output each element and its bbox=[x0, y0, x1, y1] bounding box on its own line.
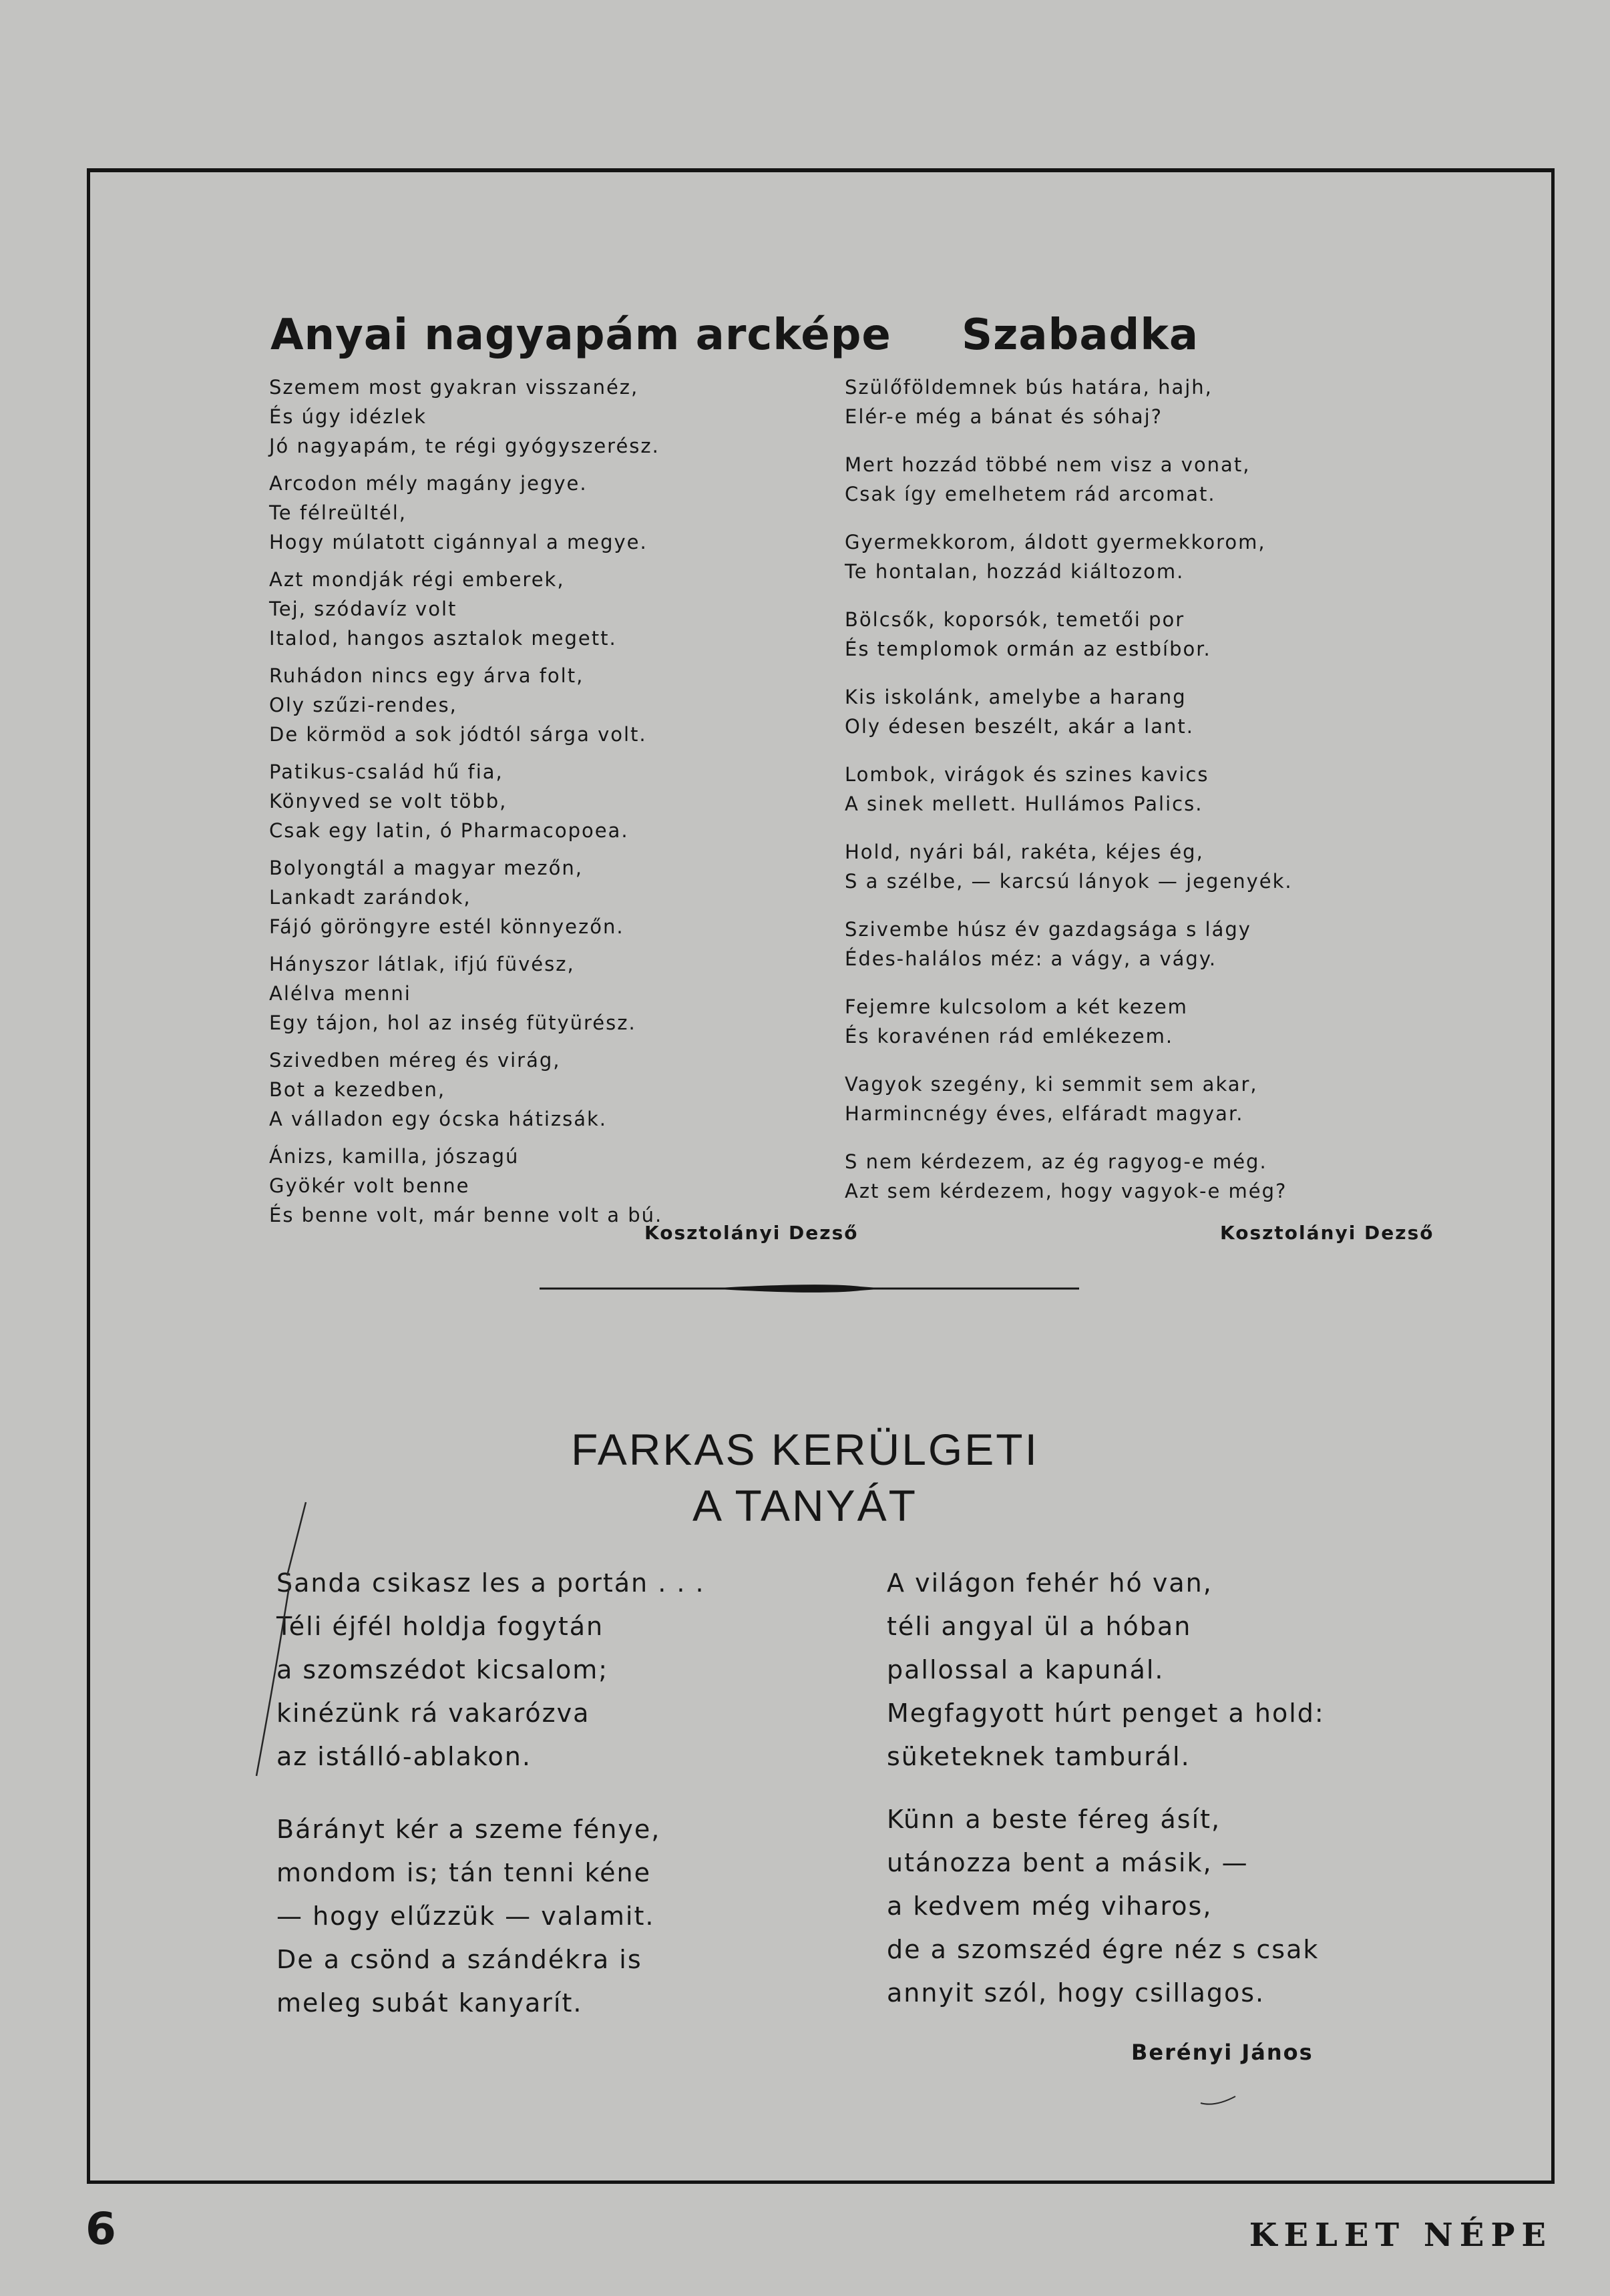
verse-line: az istálló-ablakon. bbox=[276, 1742, 532, 1771]
verse-line: pallossal a kapunál. bbox=[887, 1655, 1165, 1684]
verse-line: a szomszédot kicsalom; bbox=[276, 1655, 609, 1684]
pen-scratch-mark bbox=[247, 1496, 314, 1789]
verse-line: És koravénen rád emlékezem. bbox=[845, 1025, 1174, 1048]
verse-line: Bot a kezedben, bbox=[269, 1078, 446, 1101]
poem-bottom-right-stanza-2 bbox=[887, 1798, 1319, 2015]
verse-line: Bolyongtál a magyar mezőn, bbox=[269, 857, 583, 879]
verse-line: Italod, hangos asztalok megett. bbox=[269, 627, 617, 650]
verse-line: És benne volt, már benne volt a bú. bbox=[269, 1204, 663, 1226]
poem-right-stanza-6 bbox=[845, 760, 1209, 819]
poem-left-stanza-4 bbox=[269, 661, 647, 749]
verse-line: Szemem most gyakran visszanéz, bbox=[269, 376, 639, 399]
verse-line: Oly édesen beszélt, akár a lant. bbox=[845, 715, 1194, 738]
verse-line: Megfagyott húrt penget a hold: bbox=[887, 1698, 1325, 1728]
verse-line: Téli éjfél holdja fogytán bbox=[276, 1612, 604, 1641]
verse-line: süketeknek tamburál. bbox=[887, 1742, 1191, 1771]
verse-line: Kis iskolánk, amelybe a harang bbox=[845, 686, 1187, 708]
poem-right-stanza-5 bbox=[845, 682, 1194, 741]
poem-title-farkas-line1: FARKAS KERÜLGETI bbox=[571, 1425, 1039, 1474]
poem-right-stanza-1 bbox=[845, 373, 1213, 431]
verse-line: Lankadt zarándok, bbox=[269, 886, 471, 909]
verse-line: Fájó göröngyre estél könnyezőn. bbox=[269, 915, 624, 938]
verse-line: Ruhádon nincs egy árva folt, bbox=[269, 664, 584, 687]
ornamental-divider bbox=[540, 1279, 1079, 1299]
verse-line: — hogy elűzzük — valamit. bbox=[276, 1901, 655, 1931]
verse-line: Oly szűzi-rendes, bbox=[269, 694, 457, 716]
poem-bottom-left-stanza-1 bbox=[276, 1562, 705, 1779]
poem-bottom-left-stanza-2 bbox=[276, 1808, 660, 2025]
verse-line: Arcodon mély magány jegye. bbox=[269, 472, 588, 495]
verse-line: Hold, nyári bál, rakéta, kéjes ég, bbox=[845, 841, 1204, 863]
poem-left-stanza-8 bbox=[269, 1046, 607, 1134]
poem-right-author: Kosztolányi Dezső bbox=[1220, 1222, 1434, 1244]
verse-line: téli angyal ül a hóban bbox=[887, 1612, 1192, 1641]
verse-line: Harmincnégy éves, elfáradt magyar. bbox=[845, 1102, 1244, 1125]
verse-line: a kedvem még viharos, bbox=[887, 1891, 1213, 1921]
verse-line: Azt mondják régi emberek, bbox=[269, 568, 565, 591]
verse-line: Azt sem kérdezem, hogy vagyok-e még? bbox=[845, 1180, 1287, 1202]
poem-title-szabadka: Szabadka bbox=[962, 310, 1199, 360]
poem-left-stanza-3 bbox=[269, 565, 617, 653]
poem-right-stanza-8 bbox=[845, 915, 1251, 973]
verse-line: de a szomszéd égre néz s csak bbox=[887, 1935, 1320, 1964]
verse-line: Mert hozzád többé nem visz a vonat, bbox=[845, 453, 1251, 476]
verse-line: A világon fehér hó van, bbox=[887, 1568, 1213, 1598]
poem-right-stanza-4 bbox=[845, 605, 1211, 664]
verse-line: Tej, szódavíz volt bbox=[269, 598, 457, 620]
verse-line: mondom is; tán tenni kéne bbox=[276, 1858, 651, 1887]
verse-line: kinézünk rá vakarózva bbox=[276, 1698, 590, 1728]
verse-line: utánozza bent a másik, — bbox=[887, 1848, 1249, 1877]
verse-line: Lombok, virágok és szines kavics bbox=[845, 763, 1209, 786]
poem-left-author: Kosztolányi Dezső bbox=[644, 1222, 859, 1244]
verse-line: Sanda csikasz les a portán . . . bbox=[276, 1568, 705, 1598]
poem-left-stanza-2 bbox=[269, 469, 648, 557]
poem-right-stanza-9 bbox=[845, 992, 1188, 1051]
verse-line: meleg subát kanyarít. bbox=[276, 1988, 583, 2018]
poem-right-stanza-7 bbox=[845, 837, 1293, 896]
poem-title-anyai-nagyapam: Anyai nagyapám arcképe bbox=[270, 310, 891, 360]
verse-line: Gyermekkorom, áldott gyermekkorom, bbox=[845, 531, 1266, 553]
poem-left-stanza-6 bbox=[269, 853, 624, 941]
verse-line: Gyökér volt benne bbox=[269, 1174, 470, 1197]
verse-line: Elér-e még a bánat és sóhaj? bbox=[845, 405, 1163, 428]
verse-line: Künn a beste féreg ásít, bbox=[887, 1805, 1221, 1834]
verse-line: Szivedben méreg és virág, bbox=[269, 1049, 561, 1072]
poem-right-stanza-3 bbox=[845, 527, 1266, 586]
verse-line: Szivembe húsz év gazdagsága s lágy bbox=[845, 918, 1251, 941]
verse-line: Csak egy latin, ó Pharmacopoea. bbox=[269, 819, 629, 842]
verse-line: Alélva menni bbox=[269, 982, 411, 1005]
verse-line: És templomok ormán az estbíbor. bbox=[845, 638, 1211, 660]
verse-line: Bárányt kér a szeme fénye, bbox=[276, 1815, 661, 1844]
verse-line: S nem kérdezem, az ég ragyog-e még. bbox=[845, 1150, 1267, 1173]
verse-line: S a szélbe, — karcsú lányok — jegenyék. bbox=[845, 870, 1293, 893]
poem-left-stanza-9 bbox=[269, 1142, 662, 1230]
poem-right-stanza-10 bbox=[845, 1070, 1258, 1128]
verse-line: Bölcsők, koporsók, temetői por bbox=[845, 608, 1185, 631]
verse-line: Patikus-család hű fia, bbox=[269, 760, 504, 783]
verse-line: De körmöd a sok jódtól sárga volt. bbox=[269, 723, 647, 746]
verse-line: Vagyok szegény, ki semmit sem akar, bbox=[845, 1073, 1258, 1096]
verse-line: Hogy múlatott cigánnyal a megye. bbox=[269, 531, 648, 553]
verse-line: Te félreültél, bbox=[269, 501, 407, 524]
verse-line: Te hontalan, hozzád kiáltozom. bbox=[845, 560, 1185, 583]
magazine-name: KELET NÉPE bbox=[1249, 2217, 1553, 2254]
page-number: 6 bbox=[85, 2203, 116, 2255]
poem-left-stanza-1 bbox=[269, 373, 660, 461]
poem-left-stanza-7 bbox=[269, 949, 636, 1038]
verse-line: Szülőföldemnek bús határa, hajh, bbox=[845, 376, 1213, 399]
verse-line: De a csönd a szándékra is bbox=[276, 1945, 642, 1974]
verse-line: Hányszor látlak, ifjú füvész, bbox=[269, 953, 575, 975]
verse-line: A sinek mellett. Hullámos Palics. bbox=[845, 792, 1203, 815]
verse-line: Könyved se volt több, bbox=[269, 790, 508, 813]
poem-left-stanza-5 bbox=[269, 757, 629, 845]
verse-line: Egy tájon, hol az inség fütyürész. bbox=[269, 1011, 636, 1034]
poem-bottom-author: Berényi János bbox=[1131, 2040, 1314, 2065]
poem-title-farkas-line2: A TANYÁT bbox=[692, 1481, 918, 1530]
verse-line: A válladon egy ócska hátizsák. bbox=[269, 1108, 608, 1130]
pen-scratch-mark bbox=[1195, 2082, 1242, 2108]
verse-line: Édes-halálos méz: a vágy, a vágy. bbox=[845, 947, 1217, 970]
poem-right-stanza-2 bbox=[845, 450, 1250, 509]
verse-line: És úgy idézlek bbox=[269, 405, 427, 428]
verse-line: Ánizs, kamilla, jószagú bbox=[269, 1145, 520, 1168]
verse-line: Fejemre kulcsolom a két kezem bbox=[845, 995, 1188, 1018]
poem-right-stanza-11 bbox=[845, 1147, 1287, 1206]
verse-line: Jó nagyapám, te régi gyógyszerész. bbox=[269, 435, 660, 457]
verse-line: Csak így emelhetem rád arcomat. bbox=[845, 483, 1216, 505]
poem-bottom-right-stanza-1 bbox=[887, 1562, 1325, 1779]
verse-line: annyit szól, hogy csillagos. bbox=[887, 1978, 1265, 2008]
